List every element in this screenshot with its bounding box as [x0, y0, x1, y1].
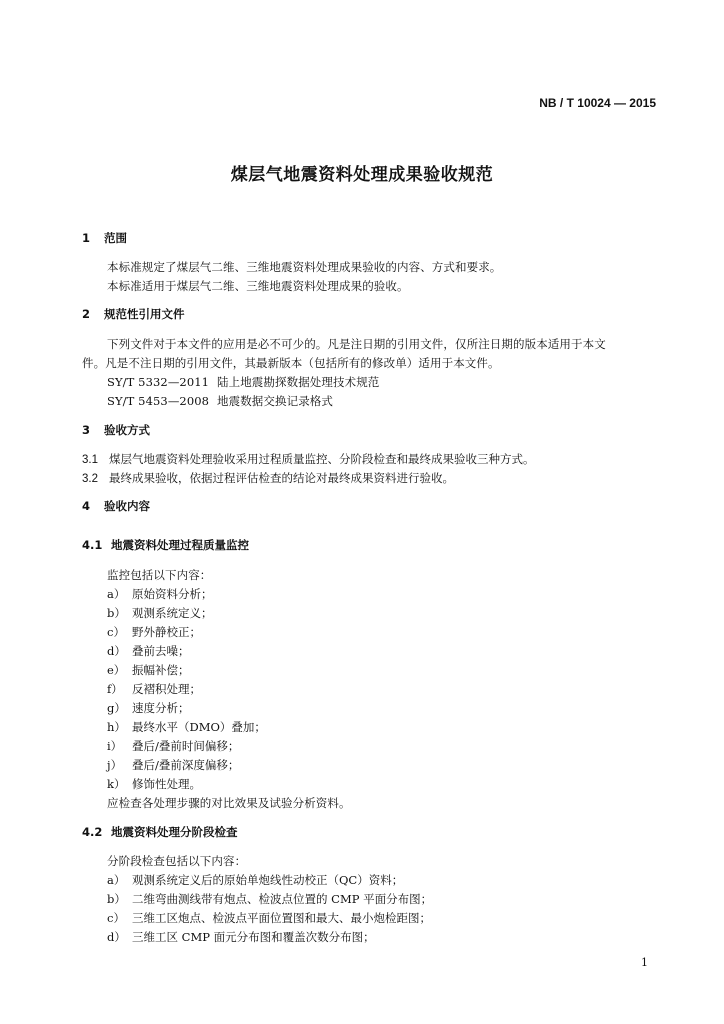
clause-number: 3.1 — [82, 454, 98, 466]
list-item — [107, 662, 190, 678]
reference-code: SY/T 5453—2008 — [107, 394, 210, 408]
reference-title: 地震数据交换记录格式 — [217, 394, 333, 408]
list-item — [107, 910, 431, 926]
section-1-heading — [82, 230, 127, 246]
section-number: 2 — [82, 307, 91, 321]
subsection-4-2-heading — [82, 824, 238, 840]
list-label: g） — [107, 701, 126, 715]
list-item — [107, 624, 201, 640]
list-item — [107, 681, 201, 697]
normative-reference — [107, 374, 379, 390]
list-text: 观测系统定义后的原始单炮线性动校正（QC）资料； — [132, 873, 404, 887]
page-number: 1 — [641, 956, 648, 969]
list-text: 叠后/叠前时间偏移； — [132, 739, 240, 753]
list-label: f） — [107, 682, 123, 696]
subsection-number: 4.1 — [82, 538, 103, 552]
list-text: 叠前去噪； — [132, 644, 190, 658]
list-text: 原始资料分析； — [132, 587, 213, 601]
section-number: 1 — [82, 231, 91, 245]
list-item — [107, 586, 213, 602]
clause-3-1 — [82, 451, 535, 467]
paragraph-line: 件。凡是不注日期的引用文件，其最新版本（包括所有的修改单）适用于本文件。 — [82, 356, 500, 370]
reference-code: SY/T 5332—2011 — [107, 375, 210, 389]
list-intro: 分阶段检查包括以下内容： — [107, 854, 247, 868]
list-label: d） — [107, 930, 126, 944]
list-text: 三维工区 CMP 面元分布图和覆盖次数分布图； — [132, 930, 375, 944]
clause-text: 最终成果验收，依据过程评估检查的结论对最终成果资料进行验收。 — [109, 471, 454, 485]
list-label: i） — [107, 739, 123, 753]
clause-number: 3.2 — [82, 473, 98, 485]
list-text: 三维工区炮点、检波点平面位置图和最大、最小炮检距图； — [132, 911, 431, 925]
subsection-number: 4.2 — [82, 825, 103, 839]
section-title: 验收方式 — [104, 423, 150, 437]
paragraph-line: 下列文件对于本文件的应用是必不可少的。凡是注日期的引用文件，仅所注日期的版本适用于本文 — [107, 337, 606, 351]
section-title: 验收内容 — [104, 499, 150, 513]
list-item — [107, 700, 190, 716]
list-label: h） — [107, 720, 126, 734]
list-label: a） — [107, 587, 126, 601]
list-outro: 应检查各处理步骤的对比效果及试验分析资料。 — [107, 796, 351, 810]
standard-number: NB / T 10024 — 2015 — [539, 96, 656, 110]
section-title: 范围 — [104, 231, 127, 245]
section-4-heading — [82, 498, 150, 514]
list-intro: 监控包括以下内容： — [107, 568, 212, 582]
section-2-heading — [82, 306, 185, 322]
paragraph: 本标准适用于煤层气二维、三维地震资料处理成果的验收。 — [107, 279, 409, 293]
list-text: 速度分析； — [132, 701, 190, 715]
list-text: 二维弯曲测线带有炮点、检波点位置的 CMP 平面分布图； — [132, 892, 433, 906]
list-item — [107, 776, 201, 792]
subsection-title: 地震资料处理过程质量监控 — [111, 538, 249, 552]
list-label: e） — [107, 663, 126, 677]
list-item — [107, 891, 432, 907]
list-label: d） — [107, 644, 126, 658]
section-title: 规范性引用文件 — [104, 307, 185, 321]
list-text: 观测系统定义； — [132, 606, 213, 620]
paragraph: 本标准规定了煤层气二维、三维地震资料处理成果验收的内容、方式和要求。 — [107, 260, 502, 274]
list-item — [107, 643, 190, 659]
list-item — [107, 929, 375, 945]
list-label: c） — [107, 625, 125, 639]
clause-3-2 — [82, 470, 454, 486]
list-label: a） — [107, 873, 126, 887]
normative-reference — [107, 393, 333, 409]
list-text: 反褶积处理； — [132, 682, 201, 696]
section-3-heading — [82, 422, 150, 438]
list-text: 振幅补偿； — [132, 663, 190, 677]
subsection-4-1-heading — [82, 537, 249, 553]
list-label: b） — [107, 606, 126, 620]
list-label: j） — [107, 758, 123, 772]
list-item — [107, 757, 239, 773]
list-label: b） — [107, 892, 126, 906]
list-item — [107, 719, 266, 735]
list-text: 野外静校正； — [132, 625, 201, 639]
list-text: 修饰性处理。 — [132, 777, 201, 791]
reference-title: 陆上地震勘探数据处理技术规范 — [217, 375, 380, 389]
list-label: k） — [107, 777, 126, 791]
document-title: 煤层气地震资料处理成果验收规范 — [230, 165, 494, 185]
list-text: 叠后/叠前深度偏移； — [132, 758, 240, 772]
list-item — [107, 605, 213, 621]
subsection-title: 地震资料处理分阶段检查 — [111, 825, 238, 839]
list-label: c） — [107, 911, 125, 925]
clause-text: 煤层气地震资料处理验收采用过程质量监控、分阶段检查和最终成果验收三种方式。 — [109, 452, 535, 466]
list-text: 最终水平（DMO）叠加； — [132, 720, 266, 734]
section-number: 3 — [82, 423, 91, 437]
list-item — [107, 738, 239, 754]
list-item — [107, 872, 403, 888]
section-number: 4 — [82, 499, 91, 513]
